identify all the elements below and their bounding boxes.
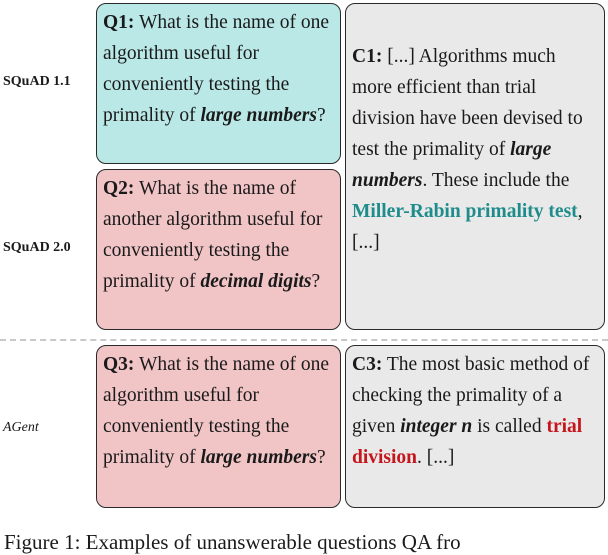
q1-emphasis: large numbers bbox=[200, 105, 317, 126]
c1-answer-span: Miller-Rabin primality test bbox=[352, 201, 578, 222]
question-box-q2 bbox=[96, 169, 341, 330]
context-box-c1 bbox=[345, 3, 605, 330]
q3-emphasis: large numbers bbox=[200, 447, 317, 468]
c1-text: [...] Algorithms much more efficient than trial division have been devised to test the primality of bbox=[352, 46, 583, 160]
c1-text-2: . These include the bbox=[422, 170, 570, 191]
c1-emphasis: large numbers bbox=[352, 139, 552, 191]
section-divider bbox=[0, 339, 608, 341]
c3-text: The most basic method of checking the primality of a given bbox=[352, 354, 590, 437]
q2-end: ? bbox=[311, 271, 321, 292]
context-box-c3 bbox=[345, 345, 605, 508]
q2-tag: Q2: bbox=[103, 178, 135, 199]
c1-tag: C1: bbox=[352, 46, 383, 67]
figure-caption: Figure 1: Examples of unanswerable questions QA fro bbox=[4, 530, 461, 554]
q1-tag: Q1: bbox=[103, 12, 135, 33]
question-box-q3 bbox=[96, 345, 341, 508]
question-box-q1 bbox=[96, 3, 341, 164]
c3-emphasis: integer n bbox=[400, 416, 473, 437]
squad20-label: SQuAD 2.0 bbox=[3, 240, 71, 255]
q2-emphasis: decimal digits bbox=[200, 271, 312, 292]
q2-text: What is the name of another algorithm useful for conveniently testing the primality of bbox=[103, 178, 323, 292]
q1-end: ? bbox=[316, 105, 326, 126]
c3-text-2: is called bbox=[472, 416, 547, 437]
agent-label: AGent bbox=[3, 420, 39, 435]
q3-text: What is the name of one algorithm useful for conveniently testing the primality of bbox=[103, 354, 330, 468]
c3-text-3: . [...] bbox=[417, 447, 455, 468]
q3-end: ? bbox=[316, 447, 326, 468]
squad11-label: SQuAD 1.1 bbox=[3, 74, 71, 89]
c1-text-3: , [...] bbox=[352, 201, 583, 253]
c3-answer-span: trial division bbox=[352, 416, 583, 468]
c3-tag: C3: bbox=[352, 354, 383, 375]
q3-tag: Q3: bbox=[103, 354, 135, 375]
q1-text: What is the name of one algorithm useful for conveniently testing the primality of bbox=[103, 12, 330, 126]
